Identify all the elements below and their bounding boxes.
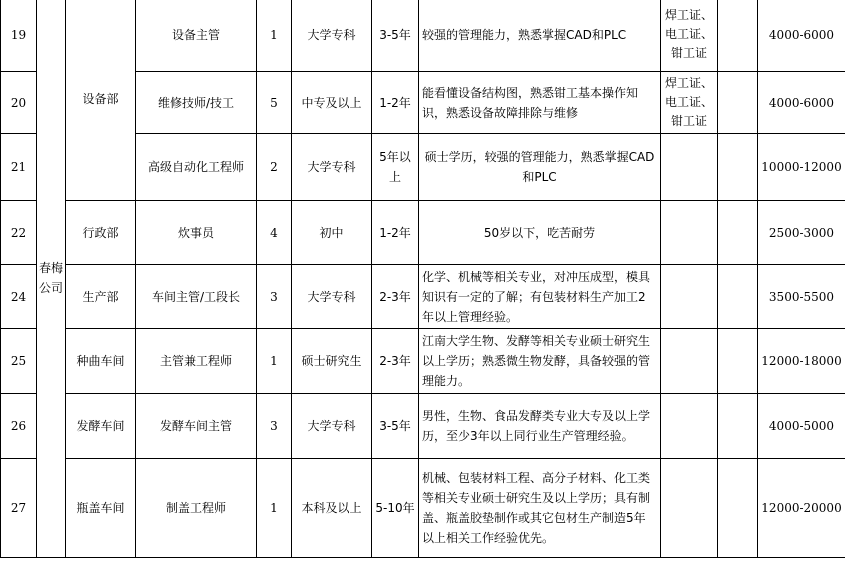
department-cell: 瓶盖车间 bbox=[66, 459, 136, 558]
experience-cell: 5-10年 bbox=[372, 459, 419, 558]
row-number: 26 bbox=[1, 394, 37, 459]
education-cell: 硕士研究生 bbox=[292, 329, 372, 394]
salary-cell: 12000-18000 bbox=[758, 329, 845, 394]
blank-cell bbox=[718, 201, 758, 265]
row-number: 24 bbox=[1, 265, 37, 329]
certificates-cell bbox=[661, 329, 718, 394]
certificates-cell: 焊工证、电工证、钳工证 bbox=[661, 0, 718, 72]
row-number: 20 bbox=[1, 72, 37, 134]
education-cell: 中专及以上 bbox=[292, 72, 372, 134]
certificates-cell bbox=[661, 134, 718, 201]
count-cell: 1 bbox=[257, 459, 292, 558]
count-cell: 2 bbox=[257, 134, 292, 201]
blank-cell bbox=[718, 394, 758, 459]
position-cell: 维修技师/技工 bbox=[136, 72, 257, 134]
blank-cell bbox=[718, 134, 758, 201]
salary-cell: 12000-20000 bbox=[758, 459, 845, 558]
position-cell: 主管兼工程师 bbox=[136, 329, 257, 394]
count-cell: 1 bbox=[257, 0, 292, 72]
requirements-cell: 机械、包装材料工程、高分子材料、化工类等相关专业硕士研究生及以上学历；具有制盖、瓶盖胶垫制作或其它包材生产制造5年以上相关工作经验优先。 bbox=[419, 459, 661, 558]
certificates-cell bbox=[661, 394, 718, 459]
position-cell: 炊事员 bbox=[136, 201, 257, 265]
department-cell: 行政部 bbox=[66, 201, 136, 265]
position-cell: 高级自动化工程师 bbox=[136, 134, 257, 201]
experience-cell: 3-5年 bbox=[372, 394, 419, 459]
salary-cell: 4000-6000 bbox=[758, 72, 845, 134]
requirements-cell: 硕士学历，较强的管理能力，熟悉掌握CAD和PLC bbox=[419, 134, 661, 201]
department-cell: 发酵车间 bbox=[66, 394, 136, 459]
blank-cell bbox=[718, 0, 758, 72]
salary-cell: 10000-12000 bbox=[758, 134, 845, 201]
education-cell: 大学专科 bbox=[292, 265, 372, 329]
education-cell: 初中 bbox=[292, 201, 372, 265]
education-cell: 大学专科 bbox=[292, 134, 372, 201]
experience-cell: 1-2年 bbox=[372, 72, 419, 134]
certificates-cell bbox=[661, 459, 718, 558]
experience-cell: 3-5年 bbox=[372, 0, 419, 72]
blank-cell bbox=[718, 265, 758, 329]
certificates-cell bbox=[661, 201, 718, 265]
table-row bbox=[1, 394, 845, 459]
experience-cell: 1-2年 bbox=[372, 201, 419, 265]
count-cell: 1 bbox=[257, 329, 292, 394]
certificates-cell: 焊工证、电工证、钳工证 bbox=[661, 72, 718, 134]
count-cell: 5 bbox=[257, 72, 292, 134]
position-cell: 制盖工程师 bbox=[136, 459, 257, 558]
requirements-cell: 男性，生物、食品发酵类专业大专及以上学历，至少3年以上同行业生产管理经验。 bbox=[419, 394, 661, 459]
table-row bbox=[1, 459, 845, 558]
row-number: 19 bbox=[1, 0, 37, 72]
company-cell: 春梅公司 bbox=[37, 0, 66, 558]
table-row bbox=[1, 0, 845, 72]
experience-cell: 2-3年 bbox=[372, 329, 419, 394]
certificates-cell bbox=[661, 265, 718, 329]
salary-cell: 4000-6000 bbox=[758, 0, 845, 72]
experience-cell: 2-3年 bbox=[372, 265, 419, 329]
department-cell: 种曲车间 bbox=[66, 329, 136, 394]
table-row bbox=[1, 265, 845, 329]
requirements-cell: 能看懂设备结构图，熟悉钳工基本操作知识，熟悉设备故障排除与维修 bbox=[419, 72, 661, 134]
table-row bbox=[1, 329, 845, 394]
position-cell: 车间主管/工段长 bbox=[136, 265, 257, 329]
position-cell: 发酵车间主管 bbox=[136, 394, 257, 459]
requirements-cell: 化学、机械等相关专业，对冲压成型，模具知识有一定的了解；有包装材料生产加工2年以上管理经验。 bbox=[419, 265, 661, 329]
row-number: 21 bbox=[1, 134, 37, 201]
blank-cell bbox=[718, 72, 758, 134]
table-row bbox=[1, 201, 845, 265]
blank-cell bbox=[718, 329, 758, 394]
row-number: 25 bbox=[1, 329, 37, 394]
count-cell: 3 bbox=[257, 394, 292, 459]
count-cell: 4 bbox=[257, 201, 292, 265]
row-number: 22 bbox=[1, 201, 37, 265]
salary-cell: 3500-5500 bbox=[758, 265, 845, 329]
blank-cell bbox=[718, 459, 758, 558]
education-cell: 本科及以上 bbox=[292, 459, 372, 558]
education-cell: 大学专科 bbox=[292, 0, 372, 72]
education-cell: 大学专科 bbox=[292, 394, 372, 459]
count-cell: 3 bbox=[257, 265, 292, 329]
requirements-cell: 江南大学生物、发酵等相关专业硕士研究生以上学历；熟悉微生物发酵，具备较强的管理能力。 bbox=[419, 329, 661, 394]
department-cell: 生产部 bbox=[66, 265, 136, 329]
requirements-cell: 较强的管理能力，熟悉掌握CAD和PLC bbox=[419, 0, 661, 72]
row-number: 27 bbox=[1, 459, 37, 558]
salary-cell: 2500-3000 bbox=[758, 201, 845, 265]
position-cell: 设备主管 bbox=[136, 0, 257, 72]
department-cell: 设备部 bbox=[66, 0, 136, 201]
salary-cell: 4000-5000 bbox=[758, 394, 845, 459]
requirements-cell: 50岁以下，吃苦耐劳 bbox=[419, 201, 661, 265]
experience-cell: 5年以上 bbox=[372, 134, 419, 201]
